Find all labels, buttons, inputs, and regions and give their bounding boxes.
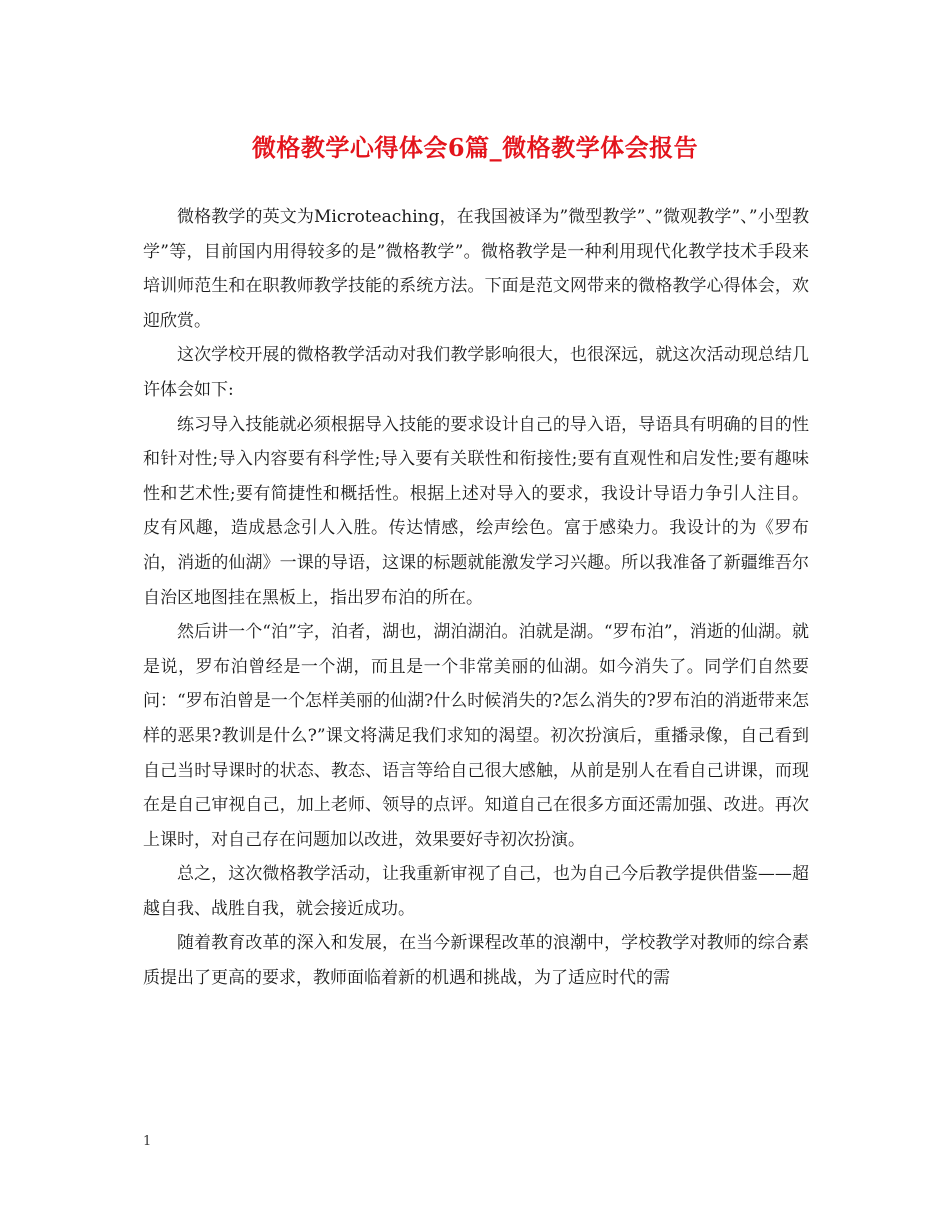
paragraph: 微格教学的英文为Microteaching，在我国被译为”微型教学”、”微观教学”、”小型教学”等，目前国内用得较多的是”微格教学”。微格教学是一种利用现代化教学技术手段来培训师范生和在职教师教学技能的系统方法。下面是范文网带来的微格教学心得体会，欢迎欣赏。 <box>143 207 809 331</box>
document-title: 微格教学心得体会6篇_微格教学体会报告 <box>251 133 699 162</box>
page-number: 1 <box>143 1134 152 1149</box>
document-body <box>143 200 809 996</box>
paragraph: 随着教育改革的深入和发展，在当今新课程改革的浪潮中，学校教学对教师的综合素质提出了更高的要求，教师面临着新的机遇和挑战，为了适应时代的需 <box>143 933 809 989</box>
paragraph: 练习导入技能就必须根据导入技能的要求设计自己的导入语，导语具有明确的目的性和针对性;导入内容要有科学性;导入要有关联性和衔接性;要有直观性和启发性;要有趣味性和艺术性;要有简捷性和概括性。根据上述对导入的要求，我设计导语力争引人注目。皮有风趣，造成悬念引人入胜。传达情感，绘声绘色。富于感染力。我设计的为《罗布泊，消逝的仙湖》一课的导语，这课的标题就能激发学习兴趣。所以我准备了新疆维吾尔自治区地图挂在黑板上，指出罗布泊的所在。 <box>143 414 809 608</box>
paragraph: 这次学校开展的微格教学活动对我们教学影响很大，也很深远，就这次活动现总结几许体会如下: <box>143 345 809 400</box>
paragraph: 总之，这次微格教学活动，让我重新审视了自己，也为自己今后教学提供借鉴——超越自我、战胜自我，就会接近成功。 <box>143 864 809 919</box>
paragraph: 然后讲一个“泊”字，泊者，湖也，湖泊湖泊。泊就是湖。“罗布泊”，消逝的仙湖。就是说，罗布泊曾经是一个湖，而且是一个非常美丽的仙湖。如今消失了。同学们自然要问：“罗布泊曾是一个怎样美丽的仙湖?什么时候消失的?怎么消失的?罗布泊的消逝带来怎样的恶果?教训是什么?”课文将满足我们求知的渴望。初次扮演后，重播录像，自己看到自己当时导课时的状态、教态、语言等给自己很大感触，从前是别人在看自己讲课，而现在是自己审视自己，加上老师、领导的点评。知道自己在很多方面还需加强、改进。再次上课时，对自己存在问题加以改进，效果要好寺初次扮演。 <box>143 622 809 850</box>
